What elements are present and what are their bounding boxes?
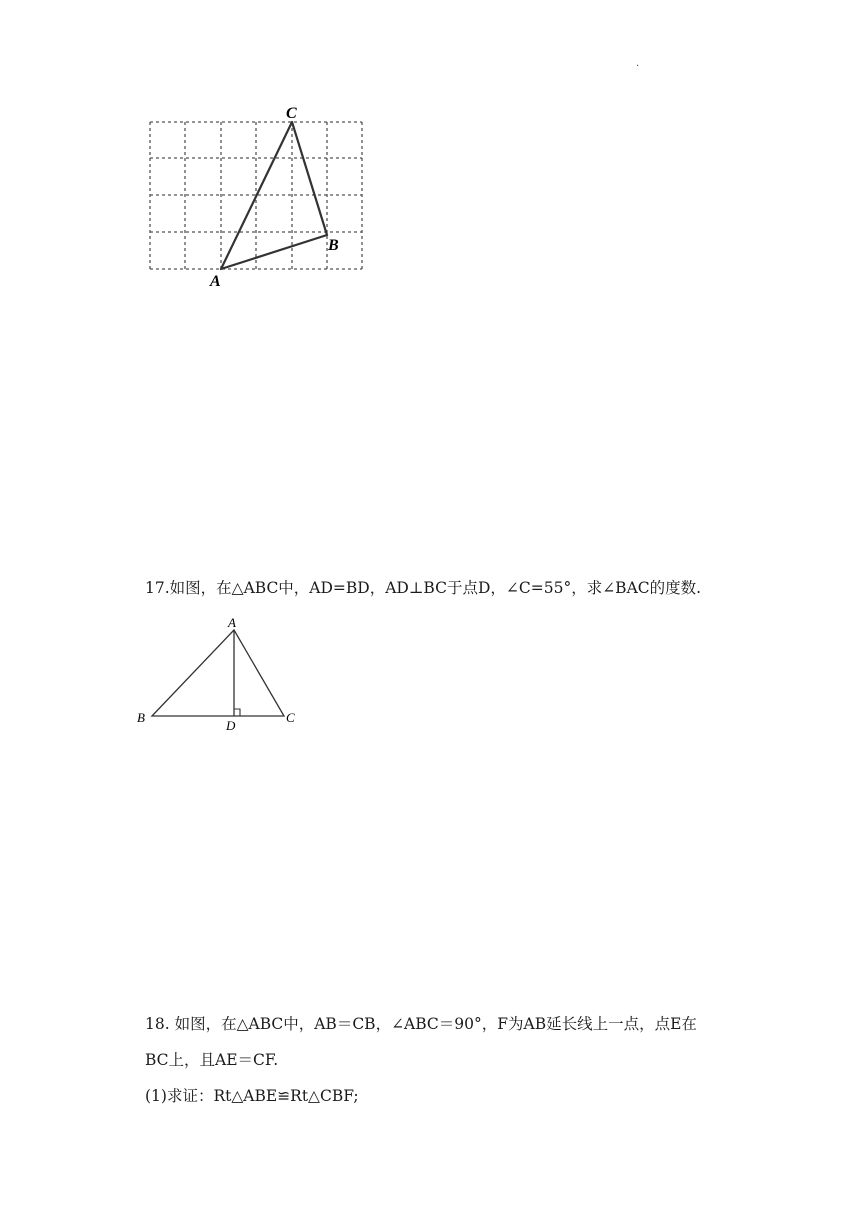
q17-triangle-svg — [132, 612, 312, 737]
label-a: A — [210, 273, 221, 290]
grid-triangle-figure — [140, 100, 380, 295]
q17-label-d: D — [226, 718, 236, 733]
corner-dot-mark: . — [636, 58, 640, 69]
q17-label-b: B — [137, 710, 145, 725]
question-18-text — [145, 1006, 745, 1078]
q17-triangle-figure — [132, 612, 312, 737]
q17-label-c: C — [286, 710, 295, 725]
grid-triangle-svg — [140, 100, 380, 295]
question-18-line1: 18. 如图，在△ABC中，AB＝CB，∠ABC＝90°，F为AB延长线上一点，点E在 — [145, 1015, 697, 1033]
label-b: B — [328, 237, 339, 254]
question-18-sub-1: (1)求证：Rt△ABE≌Rt△CBF; — [145, 1087, 359, 1105]
right-angle-mark — [234, 709, 240, 716]
label-c: C — [286, 105, 297, 122]
q17-triangle-abc — [152, 630, 284, 716]
q17-label-a: A — [228, 615, 236, 630]
question-18-line2: BC上，且AE＝CF. — [145, 1051, 279, 1069]
question-17-text: 17.如图，在△ABC中，AD=BD，AD⊥BC于点D，∠C=55°，求∠BAC的度数. — [145, 579, 702, 597]
